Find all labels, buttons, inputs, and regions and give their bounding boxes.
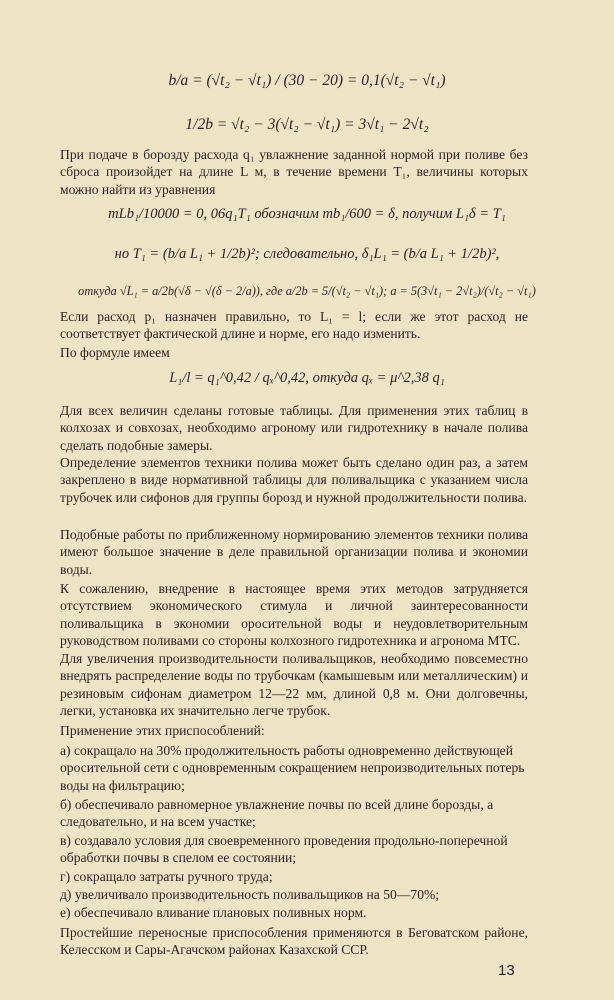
- paragraph-10: Простейшие переносные приспособления применяются в Беговатском районе, Келесском и Сары-Агачском районах Казахской ССР.: [60, 925, 528, 958]
- formula-5: откуда √L₁ = a/2b(√δ − √(δ − 2/a)), где a/2b = 5/(√t₂ − √t₁); a = 5(3√t₁ − 2√t₂)/(√t₂ − √t₁): [78, 284, 536, 298]
- paragraph-2: Если расход p₁ назначен правильно, то L₁ = l; если же этот расход не соответствует фактической длине и норме, его надо изменить.: [60, 309, 528, 342]
- paragraph-8: Для увеличения производительности поливальщиков, необходимо повсеместно внедрять распределение воды по трубочкам (камышевым или металлическим) и резиновым сифонам диаметром 12—22 мм, длиной 0,8 м. Они долговечны, легки, установка их значительно легче трубок.: [60, 651, 528, 719]
- formula-4: но T₁ = (b/a L₁ + 1/2b)²; следовательно, δ₁L₁ = (b/a L₁ + 1/2b)²,: [114, 246, 500, 262]
- list-item-f: е) обеспечивало вливание плановых поливных норм.: [60, 905, 367, 920]
- formula-2: 1/2b = √t₂ − 3(√t₂ − √t₁) = 3√t₁ − 2√t₂: [185, 116, 429, 133]
- list-item-a: а) сокращало на 30% продолжительность работы одновременно действующей оросительной сети с одновременным сокращением непроизводительных потерь воды на фильтрацию;: [60, 743, 525, 793]
- list-item-b: б) обеспечивало равномерное увлажнение почвы по всей длине борозды, а следовательно, и на всем участке;: [60, 797, 494, 830]
- paragraph-7: К сожалению, внедрение в настоящее время этих методов затрудняется отсутствием экономического стимула и личной заинтересованности поливальщика в экономии оросительной воды и неудовлетворительным руководством поливами со стороны колхозного гидротехника и агронома МТС.: [60, 581, 528, 649]
- paragraph-3: По формуле имеем: [60, 345, 170, 360]
- list-item-d: г) сокращало затраты ручного труда;: [60, 869, 273, 884]
- page-number: 13: [498, 962, 515, 979]
- paragraph-5: Определение элементов техники полива может быть сделано один раз, а затем закреплено в виде нормативной таблицы для поливальщика с указанием числа трубочек или сифонов для группы борозд и нужной продолжительности полива.: [60, 455, 528, 505]
- formula-1: b/a = (√t₂ − √t₁) / (30 − 20) = 0,1(√t₂ − √t₁): [168, 72, 446, 89]
- paragraph-1: При подаче в борозду расхода q₁ увлажнение заданной нормой при поливе без сброса произойдет на длине L м, в течение времени T₁, величины которых можно найти из уравнения: [60, 147, 528, 197]
- paragraph-4: Для всех величин сделаны готовые таблицы. Для применения этих таблиц в колхозах и совхозах, необходимо агроному или гидротехнику в начале полива сделать подобные замеры.: [60, 403, 528, 453]
- list-item-c: в) создавало условия для своевременного проведения продольно-поперечной обработки почвы в спелом ее состоянии;: [60, 833, 508, 866]
- formula-6: L₁/l = q₁^0,42 / qₓ^0,42, откуда qₓ = μ^2,38 q₁: [169, 370, 445, 386]
- paragraph-9: Применение этих приспособлений:: [60, 723, 265, 738]
- formula-3: mLb₁/10000 = 0, 06q₁T₁ обозначим mb₁/600 = δ, получим L₁δ = T₁: [108, 206, 506, 222]
- list-item-e: д) увеличивало производительность поливальщиков на 50—70%;: [60, 887, 440, 902]
- paragraph-6: Подобные работы по приближенному нормированию элементов техники полива имеют большое значение в деле правильной организации полива и экономии воды.: [60, 527, 528, 577]
